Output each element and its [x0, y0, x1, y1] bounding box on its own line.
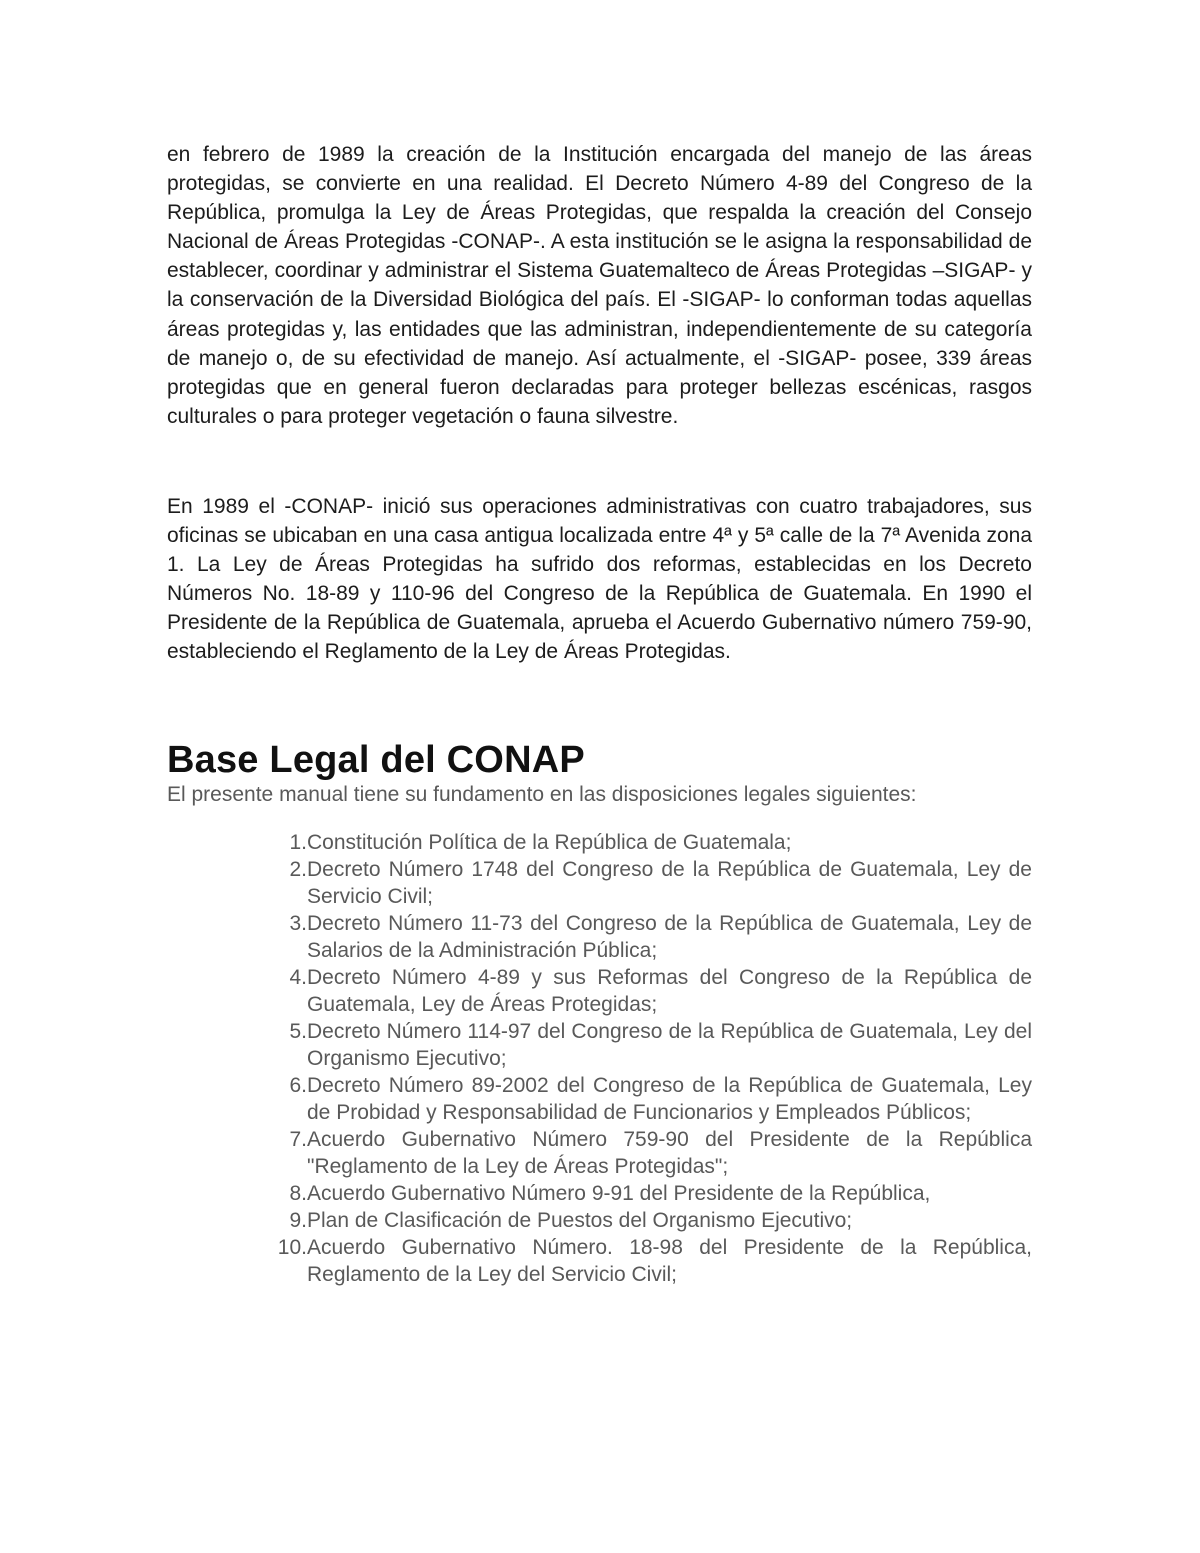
list-item-number: 6. — [289, 1073, 307, 1097]
list-item-text: Acuerdo Gubernativo Número. 18-98 del Presidente de la República, Reglamento de la Ley del Servicio Civil; — [307, 1235, 1032, 1286]
list-item — [167, 1126, 1032, 1180]
section-title: Base Legal del CONAP — [167, 738, 585, 781]
list-item-number: 4. — [289, 965, 307, 989]
list-item-text: Acuerdo Gubernativo Número 759-90 del Presidente de la República "Reglamento de la Ley de Áreas Protegidas"; — [307, 1127, 1032, 1178]
list-item-text: Decreto Número 11-73 del Congreso de la República de Guatemala, Ley de Salarios de la Administración Pública; — [307, 911, 1032, 962]
section-intro: El presente manual tiene su fundamento en las disposiciones legales siguientes: — [167, 782, 917, 806]
list-item — [167, 1207, 1032, 1234]
paragraph-operations: En 1989 el -CONAP- inició sus operaciones administrativas con cuatro trabajadores, sus oficinas se ubicaban en una casa antigua localizada entre 4ª y 5ª calle de la 7ª Avenida zona 1. La Ley de Áreas Protegidas ha sufrido dos reformas, establecidas en los Decreto Números No. 18-89 y 110-96 del Congreso de la República de Guatemala. En 1990 el Presidente de la República de Guatemala, aprueba el Acuerdo Gubernativo número 759-90, estableciendo el Reglamento de la Ley de Áreas Protegidas. — [167, 494, 1032, 664]
list-item-number: 9. — [289, 1208, 307, 1232]
list-item-text: Decreto Número 1748 del Congreso de la República de Guatemala, Ley de Servicio Civil; — [307, 857, 1032, 908]
list-item — [167, 1234, 1032, 1288]
list-item-number: 8. — [289, 1181, 307, 1205]
list-item — [167, 910, 1032, 964]
list-item-text: Plan de Clasificación de Puestos del Organismo Ejecutivo; — [307, 1208, 853, 1232]
list-item-number: 7. — [289, 1127, 307, 1151]
list-item-text: Decreto Número 4-89 y sus Reformas del Congreso de la República de Guatemala, Ley de Áreas Protegidas; — [307, 965, 1032, 1016]
list-item-text: Decreto Número 89-2002 del Congreso de la República de Guatemala, Ley de Probidad y Responsabilidad de Funcionarios y Empleados Públicos; — [307, 1073, 1032, 1124]
list-item-number: 1. — [289, 830, 307, 854]
legal-basis-list — [167, 829, 1032, 1288]
paragraph-history: en febrero de 1989 la creación de la Institución encargada del manejo de las áreas protegidas, se convierte en una realidad. El Decreto Número 4-89 del Congreso de la República, promulga la Ley de Áreas Protegidas, que respalda la creación del Consejo Nacional de Áreas Protegidas -CONAP-. A esta institución se le asigna la responsabilidad de establecer, coordinar y administrar el Sistema Guatemalteco de Áreas Protegidas –SIGAP- y la conservación de la Diversidad Biológica del país. El -SIGAP- lo conforman todas aquellas áreas protegidas y, las entidades que las administran, independientemente de su categoría de manejo o, de su efectividad de manejo. Así actualmente, el -SIGAP- posee, 339 áreas protegidas que en general fueron declaradas para proteger bellezas escénicas, rasgos culturales o para proteger vegetación o fauna silvestre. — [167, 143, 1032, 428]
list-item-number: 10. — [277, 1235, 307, 1259]
list-item — [167, 1180, 1032, 1207]
list-item — [167, 1072, 1032, 1126]
list-item-text: Decreto Número 114-97 del Congreso de la República de Guatemala, Ley del Organismo Ejecutivo; — [307, 1019, 1032, 1070]
list-item — [167, 856, 1032, 910]
list-item-text: Constitución Política de la República de Guatemala; — [307, 830, 792, 854]
list-item-number: 5. — [289, 1019, 307, 1043]
list-item-number: 2. — [289, 857, 307, 881]
list-item-number: 3. — [289, 911, 307, 935]
document-page — [167, 140, 1032, 1288]
list-item — [167, 1018, 1032, 1072]
list-item-text: Acuerdo Gubernativo Número 9-91 del Presidente de la República, — [307, 1181, 931, 1205]
list-item — [167, 964, 1032, 1018]
list-item — [167, 829, 1032, 856]
